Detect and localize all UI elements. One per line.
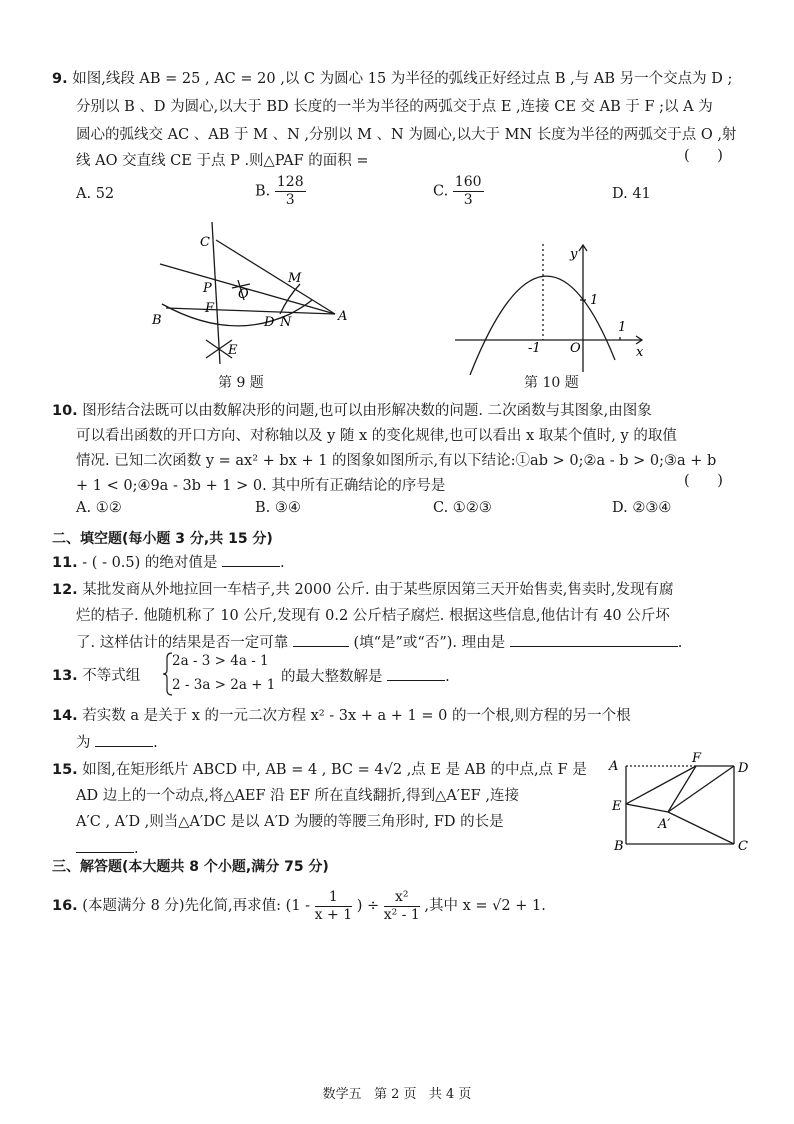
q12-line1 — [52, 580, 673, 600]
q13-end: . — [445, 669, 450, 685]
page-footer: 数学五 第 2 页 共 4 页 — [322, 1087, 472, 1102]
label-d: D — [738, 761, 749, 776]
q15-number: 15. — [52, 762, 78, 778]
q13-suffix: 的最大整数解是 — [281, 669, 383, 685]
q9-text-1: 如图,线段 AB = 25 , AC = 20 ,以 C 为圆心 15 为半径的弧线正好经过点 B ,与 AB 另一个交点为 D ; — [72, 71, 733, 87]
q9-option-c-den: 3 — [463, 192, 473, 208]
q10-line2: 可以看出函数的开口方向、对称轴以及 y 随 x 的变化规律,也可以看出 x 取某个值时, y 的取值 — [76, 428, 677, 444]
line-ba — [166, 308, 335, 314]
q9-option-b-den: 3 — [285, 192, 295, 208]
label-origin: O — [570, 341, 581, 356]
q12-answer-blank-1[interactable] — [293, 632, 349, 647]
label-a: A — [609, 759, 619, 774]
q10-option-d: D. ②③④ — [612, 500, 672, 516]
label-y-one: 1 — [590, 293, 599, 308]
q9-option-c — [433, 174, 484, 209]
q12-line2: 烂的桔子. 他随机称了 10 公斤,发现有 0.2 公斤桔子腐烂. 根据这些信息,他估计有 40 公斤坏 — [76, 608, 670, 624]
q11-line — [52, 552, 285, 573]
q13-suffix-line — [281, 666, 450, 687]
label-f: F — [692, 752, 702, 766]
q9-option-c-prefix: C. — [433, 183, 449, 200]
q13-number-line — [52, 666, 140, 686]
q12-line3 — [76, 632, 682, 653]
label-o: O — [238, 287, 249, 302]
label-e: E — [228, 343, 238, 358]
q10-line4: + 1 < 0;④9a - 3b + 1 > 0. 其中所有正确结论的序号是 — [76, 478, 446, 494]
q9-figure — [140, 222, 360, 372]
q9-option-b-fraction — [275, 174, 306, 209]
label-n: N — [280, 315, 292, 330]
q13-inequality-2: 2 - 3a > 2a + 1 — [172, 677, 276, 693]
q16-fraction-2-num: x² — [384, 889, 420, 907]
q13-answer-blank[interactable] — [387, 666, 445, 681]
q10-text-1: 图形结合法既可以由数解决形的问题,也可以由形解决数的问题. 二次函数与其图象,由图象 — [82, 403, 652, 419]
q13-prefix: 不等式组 — [82, 668, 141, 684]
q10-line3: 情况. 已知二次函数 y = ax² + bx + 1 的图象如图所示,有以下结论:①ab > 0;②a - b > 0;③a + b — [76, 453, 717, 469]
q16-number: 16. — [52, 898, 78, 914]
q15-text-1: 如图,在矩形纸片 ABCD 中, AB = 4 , BC = 4√2 ,点 E 是 AB 的中点,点 F 是 — [82, 762, 587, 778]
q12-end: . — [677, 635, 683, 651]
q9-line4: 线 AO 交直线 CE 于点 P .则△PAF 的面积 = — [76, 153, 369, 169]
q9-number: 9. — [52, 71, 68, 87]
q9-caption: 第 9 题 — [218, 375, 264, 391]
label-x-axis: x — [636, 345, 644, 360]
q13-inequality-1: 2a - 3 > 4a - 1 — [172, 653, 269, 669]
q9-line3: 圆心的弧线交 AC 、AB 于 M 、N ,分别以 M 、N 为圆心,以大于 MN 长度为半径的两弧交于点 O ,射 — [76, 127, 737, 143]
q9-option-c-num: 160 — [454, 174, 482, 190]
segment-ea — [626, 804, 668, 812]
label-a: A — [338, 309, 348, 324]
label-e: E — [612, 799, 622, 814]
q13-number: 13. — [52, 668, 78, 684]
q11-answer-blank[interactable] — [222, 552, 280, 567]
q15-answer-blank[interactable] — [76, 838, 134, 853]
segment-ac — [668, 812, 734, 844]
q10-answer-paren: ( ) — [684, 473, 723, 489]
label-b: B — [152, 313, 162, 328]
q12-text-3b: (填“是”或“否”). 理由是 — [353, 635, 506, 651]
q15-line2: AD 边上的一个动点,将△AEF 沿 EF 所在直线翻折,得到△A′EF ,连接 — [76, 788, 519, 804]
q14-end: . — [153, 735, 158, 751]
q12-answer-blank-2[interactable] — [510, 632, 678, 647]
label-c: C — [738, 839, 748, 854]
q14-line2 — [76, 732, 158, 753]
q9-answer-paren: ( ) — [684, 148, 723, 164]
q12-text-3a: 了. 这样估计的结果是否一定可靠 — [76, 635, 289, 651]
q16-mid: ) ÷ — [356, 898, 380, 914]
q10-number: 10. — [52, 403, 78, 419]
label-m: M — [288, 271, 302, 286]
q14-line1 — [52, 706, 631, 726]
q14-number: 14. — [52, 708, 78, 724]
label-neg-one: -1 — [528, 341, 541, 356]
q15-line3: A′C , A′D ,则当△A′DC 是以 A′D 为腰的等腰三角形时, FD 的长是 — [76, 814, 504, 830]
q10-option-b: B. ③④ — [255, 500, 301, 516]
q15-line1 — [52, 760, 587, 780]
q16-fraction-1-num: 1 — [315, 889, 352, 907]
q11-number: 11. — [52, 555, 78, 571]
q14-answer-blank[interactable] — [95, 732, 153, 747]
label-a-prime: A′ — [658, 817, 671, 832]
label-b: B — [614, 839, 624, 854]
q12-number: 12. — [52, 582, 78, 598]
fold-ef — [626, 766, 696, 804]
label-p: P — [203, 281, 212, 296]
q9-line2: 分别以 B 、D 为圆心,以大于 BD 长度的一半为半径的两弧交于点 E ,连接 CE 交 AB 于 F ;以 A 为 — [76, 99, 713, 115]
label-x-one: 1 — [618, 320, 627, 335]
q11-text: - ( - 0.5) 的绝对值是 — [82, 555, 218, 571]
q9-option-a: A. 52 — [76, 186, 115, 202]
q9-option-b — [255, 174, 306, 209]
q14-text-1: 若实数 a 是关于 x 的一元二次方程 x² - 3x + a + 1 = 0 的一个根,则方程的另一个根 — [82, 708, 631, 724]
q12-text-1: 某批发商从外地拉回一车桔子,共 2000 公斤. 由于某些原因第三天开始售卖,售卖时,发现有腐 — [82, 582, 674, 598]
q16-fraction-1-den: x + 1 — [314, 906, 353, 923]
q11-end: . — [280, 555, 285, 571]
q9-line1 — [52, 69, 732, 89]
q10-caption: 第 10 题 — [524, 375, 579, 391]
q10-figure — [450, 240, 650, 375]
line-ce — [212, 222, 220, 364]
label-f: F — [205, 301, 215, 316]
q16-fraction-2 — [384, 889, 420, 924]
q9-option-b-num: 128 — [276, 174, 304, 190]
q15-figure — [606, 752, 756, 854]
q10-option-c: C. ①②③ — [433, 500, 492, 516]
q9-option-b-prefix: B. — [255, 183, 271, 200]
section-2-heading: 二、填空题(每小题 3 分,共 15 分) — [52, 531, 273, 547]
label-d: D — [264, 315, 275, 330]
label-c: C — [200, 235, 210, 250]
q10-option-a: A. ①② — [76, 500, 122, 516]
q16-fraction-2-den: x² - 1 — [383, 906, 420, 923]
q9-option-d: D. 41 — [612, 186, 651, 202]
q10-line1 — [52, 401, 652, 421]
q14-text-2: 为 — [76, 735, 91, 751]
q16-fraction-1 — [315, 889, 352, 924]
segment-ad — [668, 766, 734, 812]
q16-prefix: (本题满分 8 分)先化简,再求值: (1 - — [82, 898, 311, 914]
q16-line — [52, 884, 546, 928]
q15-end: . — [134, 841, 139, 857]
section-3-heading: 三、解答题(本大题共 8 个小题,满分 75 分) — [52, 859, 329, 875]
label-y-axis: y — [570, 247, 578, 262]
line-ca — [216, 240, 335, 314]
q16-suffix: ,其中 x = √2 + 1. — [424, 898, 546, 914]
q9-option-c-fraction — [453, 174, 484, 209]
